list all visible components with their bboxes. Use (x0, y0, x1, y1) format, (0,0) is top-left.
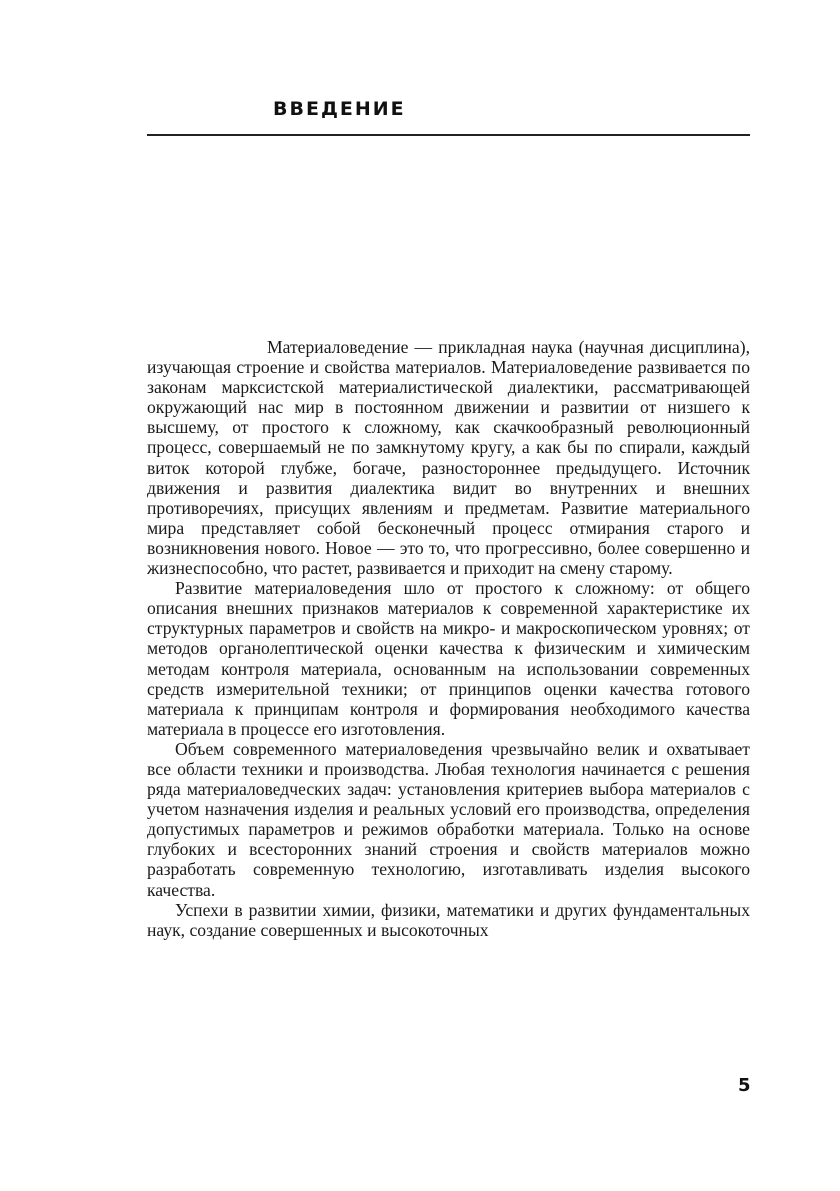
body-text (147, 337, 750, 940)
page-number: 5 (738, 1075, 751, 1096)
chapter-heading: ВВЕДЕНИЕ (273, 98, 406, 120)
heading-rule (147, 134, 750, 136)
paragraph-3: Объем современного материаловедения чрезвычайно велик и охватывает все области техники и производства. Любая технология начинается с решения ряда материаловедческих задач: установления критериев выбора материалов с учетом назначения изделия и реальных условий его производства, определения допустимых параметров и режимов обработки материала. Только на основе глубоких и всесторонних знаний строения и свойств материалов можно разработать современную технологию, изготавливать изделия высокого качества. (147, 738, 750, 900)
paragraph-1: Материаловедение — прикладная наука (научная дисциплина), изучающая строение и свойства материалов. Материаловедение развивается по законам марксистской материалистической диалектики, рассматривающей окружающий нас мир в постоянном движении и развитии от низшего к высшему, от простого к сложному, как скачкообразный революционный процесс, совершаемый не по замкнутому кругу, а как бы по спирали, каждый виток которой глубже, богаче, разностороннее предыдущего. Источник движения и развития диалектика видит во внутренних и внешних противоречиях, присущих явлениям и предметам. Развитие материального мира представляет собой бесконечный процесс отмирания старого и возникновения нового. Новое — это то, что прогрессивно, более совершенно и жизнеспособно, что растет, развивается и приходит на смену старому. (147, 337, 750, 579)
paragraph-4: Успехи в развитии химии, физики, математики и других фундаментальных наук, создание совершенных и высокоточных (147, 899, 750, 940)
paragraph-2: Развитие материаловедения шло от простого к сложному: от общего описания внешних признаков материалов к современной характеристике их структурных параметров и свойств на микро- и макроскопическом уровнях; от методов органолептической оценки качества к физическим и химическим методам контроля материала, основанным на использовании современных средств измерительной техники; от принципов оценки качества готового материала к принципам контроля и формирования необходимого качества материала в процессе его изготовления. (147, 578, 750, 739)
